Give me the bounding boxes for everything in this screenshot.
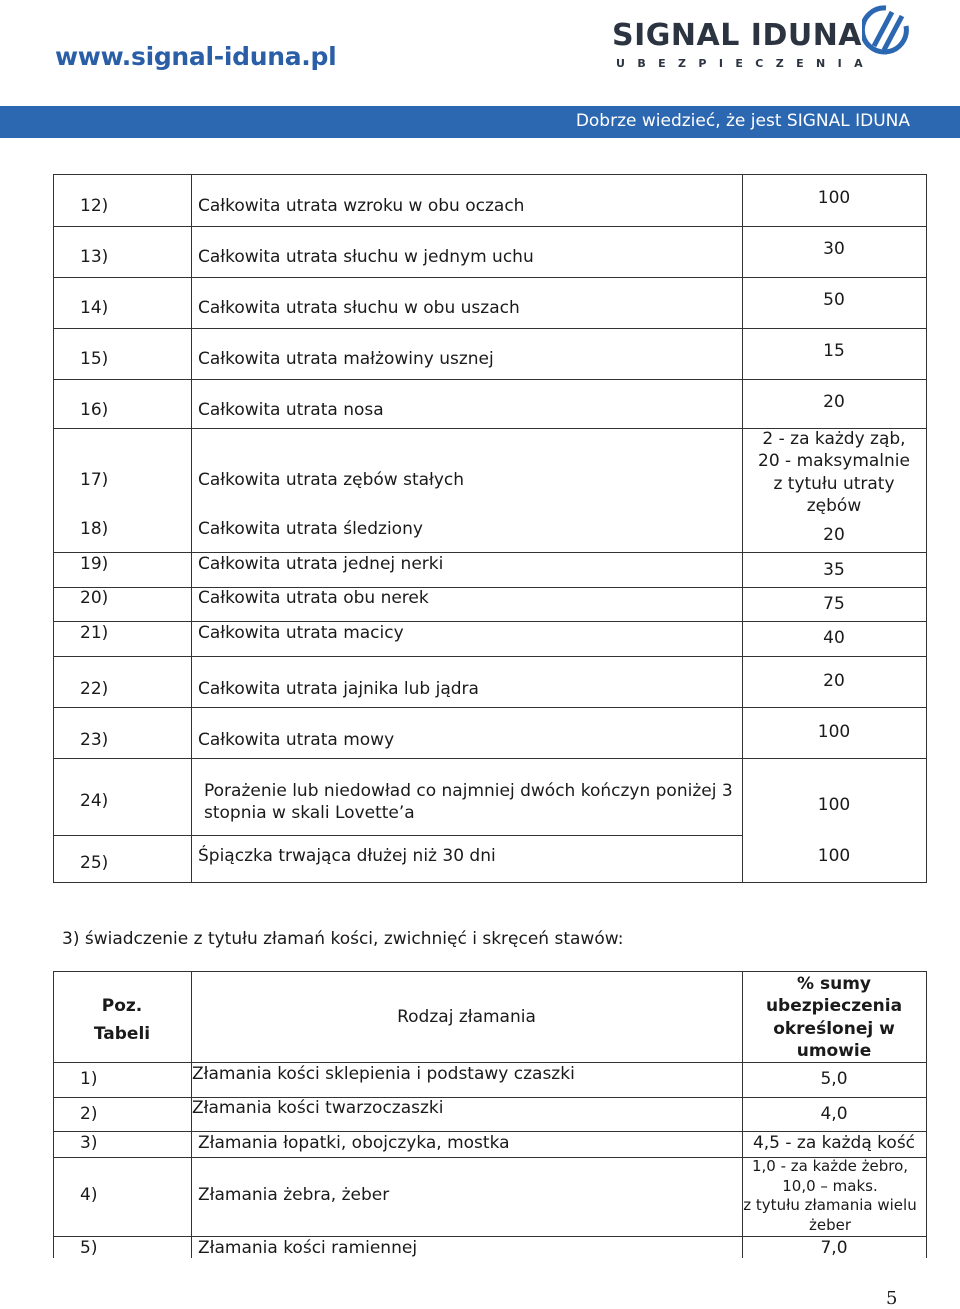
row-value: 100 [817, 795, 851, 815]
row-value-line: 10,0 – maks. [782, 1177, 878, 1195]
row-description-line: stopnia w skali Lovette’a [204, 803, 415, 823]
table-grid-line [53, 587, 927, 588]
row-value: 4,5 - za każdą kość [752, 1133, 916, 1153]
logo-subtitle: UBEZPIECZENIA [616, 57, 876, 70]
row-number: 25) [80, 853, 109, 873]
row-value: 30 [823, 239, 845, 259]
row-number: 23) [80, 730, 109, 750]
row-description: Całkowita utrata macicy [198, 623, 404, 643]
table-grid-line [53, 226, 927, 227]
website-url[interactable]: www.signal-iduna.pl [55, 42, 337, 71]
row-value: 40 [823, 628, 845, 648]
row-number: 22) [80, 679, 109, 699]
row-number: 21) [80, 623, 109, 643]
row-description: Całkowita utrata mowy [198, 730, 395, 750]
row-number: 15) [80, 349, 109, 369]
table-grid-line [53, 621, 927, 622]
table-grid-line [53, 1131, 927, 1132]
row-value-line: żeber [808, 1216, 852, 1234]
row-number: 13) [80, 247, 109, 267]
row-value-line: 1,0 - za każde żebro, [751, 1157, 909, 1175]
table-grid-line [53, 835, 192, 836]
row-description: Złamania łopatki, obojczyka, mostka [198, 1133, 510, 1153]
row-number: 18) [80, 519, 109, 539]
header-position: Poz. [101, 996, 143, 1016]
row-description: Całkowita utrata małżowiny usznej [198, 349, 494, 369]
row-value: 15 [823, 341, 845, 361]
table-grid-line [53, 174, 54, 882]
row-value: 20 [823, 525, 845, 545]
table-grid-line [926, 174, 927, 882]
table-grid-line [191, 174, 192, 882]
row-number: 4) [80, 1185, 98, 1205]
row-description: Całkowita utrata nosa [198, 400, 384, 420]
logo-name: SIGNAL IDUNA [612, 18, 863, 53]
table-grid-line [53, 971, 927, 972]
row-value: 7,0 [820, 1238, 848, 1258]
page-number: 5 [886, 1288, 898, 1309]
table-grid-line [53, 758, 927, 759]
row-value: 20 [823, 392, 845, 412]
table-grid-line [53, 277, 927, 278]
row-value-line: z tytułu złamania wielu [743, 1196, 917, 1214]
table-grid-line [53, 174, 927, 175]
row-number: 2) [80, 1104, 98, 1124]
row-description: Całkowita utrata śledziony [198, 519, 423, 539]
header-percent: ubezpieczenia [765, 996, 903, 1016]
row-value: 4,0 [820, 1104, 848, 1124]
row-number: 16) [80, 400, 109, 420]
tagline: Dobrze wiedzieć, że jest SIGNAL IDUNA [575, 111, 910, 131]
row-value: 100 [817, 188, 851, 208]
signal-iduna-logo [612, 4, 912, 76]
table-grid-line [191, 835, 743, 836]
header-percent: % sumy [797, 974, 871, 994]
table-grid-line [53, 882, 927, 883]
table-grid-line [926, 971, 927, 1258]
row-description: Całkowita utrata słuchu w obu uszach [198, 298, 520, 318]
row-value-line: z tytułu utraty [773, 474, 895, 494]
row-value: 50 [823, 290, 845, 310]
row-number: 5) [80, 1238, 98, 1258]
header-banner [0, 106, 960, 138]
header-percent: określonej w [773, 1019, 895, 1039]
row-description: Złamania kości sklepienia i podstawy czaszki [192, 1064, 575, 1084]
row-description: Złamania żebra, żeber [198, 1185, 390, 1205]
header-fracture-type: Rodzaj złamania [397, 1007, 536, 1027]
row-number: 1) [80, 1069, 98, 1089]
logo-emblem-icon [862, 4, 910, 60]
row-value: 100 [817, 846, 851, 866]
row-description: Śpiączka trwająca dłużej niż 30 dni [198, 846, 496, 866]
row-number: 19) [80, 554, 109, 574]
row-description: Całkowita utrata zębów stałych [198, 470, 465, 490]
table-grid-line [53, 656, 927, 657]
row-description: Złamania kości twarzoczaszki [192, 1098, 444, 1118]
header-percent: umowie [796, 1041, 872, 1061]
row-value: 75 [823, 594, 845, 614]
row-value: 35 [823, 560, 845, 580]
section-title: 3) świadczenie z tytułu złamań kości, zwichnięć i skręceń stawów: [62, 929, 624, 949]
table-grid-line [53, 707, 927, 708]
table-grid-line [53, 1062, 927, 1063]
row-number: 17) [80, 470, 109, 490]
header-position: Tabeli [93, 1024, 151, 1044]
row-number: 14) [80, 298, 109, 318]
row-description: Całkowita utrata jajnika lub jądra [198, 679, 479, 699]
table-grid-line [53, 328, 927, 329]
row-number: 3) [80, 1133, 98, 1153]
table-grid-line [53, 379, 927, 380]
row-description: Całkowita utrata wzroku w obu oczach [198, 196, 525, 216]
row-value: 20 [823, 671, 845, 691]
row-value: 5,0 [820, 1069, 848, 1089]
row-number: 12) [80, 196, 109, 216]
table-grid-line [53, 552, 927, 553]
row-number: 24) [80, 791, 109, 811]
row-value-line: zębów [806, 496, 862, 516]
table-grid-line [53, 1236, 927, 1237]
row-value-line: 20 - maksymalnie [758, 451, 910, 471]
row-number: 20) [80, 588, 109, 608]
row-description: Całkowita utrata jednej nerki [198, 554, 444, 574]
row-description: Całkowita utrata obu nerek [198, 588, 429, 608]
row-value: 100 [817, 722, 851, 742]
table-grid-line [53, 1097, 927, 1098]
row-value-line: 2 - za każdy ząb, [762, 429, 906, 449]
row-description: Całkowita utrata słuchu w jednym uchu [198, 247, 534, 267]
row-description-line: Porażenie lub niedowład co najmniej dwóch kończyn poniżej 3 [204, 781, 733, 801]
row-description: Złamania kości ramiennej [198, 1238, 418, 1258]
